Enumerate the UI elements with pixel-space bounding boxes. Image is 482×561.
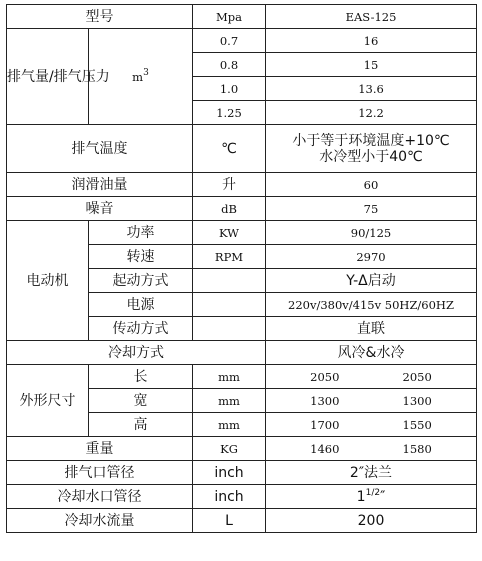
displacement-label: 排气量/排气压力 xyxy=(7,29,89,125)
noise-unit: dB xyxy=(193,197,266,221)
dimensions-label: 外形尺寸 xyxy=(7,365,89,437)
length-unit: mm xyxy=(193,365,266,389)
motor-speed-label: 转速 xyxy=(89,245,193,269)
displacement-value: 16 xyxy=(266,29,477,53)
width-values: 1300 1300 xyxy=(266,389,477,413)
length-values: 2050 2050 xyxy=(266,365,477,389)
cooling-water-flow-value: 200 xyxy=(266,509,477,533)
motor-power-row xyxy=(7,221,477,245)
length-label: 长 xyxy=(89,365,193,389)
exhaust-temp-label: 排气温度 xyxy=(7,125,193,173)
exhaust-pipe-label: 排气口管径 xyxy=(7,461,193,485)
motor-start-label: 起动方式 xyxy=(89,269,193,293)
motor-speed-value: 2970 xyxy=(266,245,477,269)
motor-label: 电动机 xyxy=(7,221,89,341)
displacement-value: 13.6 xyxy=(266,77,477,101)
motor-start-unit xyxy=(193,269,266,293)
motor-power-supply-unit xyxy=(193,293,266,317)
exhaust-pipe-row xyxy=(7,461,477,485)
displacement-value: 12.2 xyxy=(266,101,477,125)
weight-label: 重量 xyxy=(7,437,193,461)
weight-unit: KG xyxy=(193,437,266,461)
exhaust-temp-unit: ℃ xyxy=(193,125,266,173)
cooling-water-flow-label: 冷却水流量 xyxy=(7,509,193,533)
motor-power-label: 功率 xyxy=(89,221,193,245)
motor-drive-unit xyxy=(193,317,266,341)
noise-row xyxy=(7,197,477,221)
motor-drive-value: 直联 xyxy=(266,317,477,341)
cooling-row xyxy=(7,341,477,365)
height-unit: mm xyxy=(193,413,266,437)
lube-oil-row xyxy=(7,173,477,197)
width-unit: mm xyxy=(193,389,266,413)
exhaust-temp-value xyxy=(266,125,477,173)
displacement-value: 15 xyxy=(266,53,477,77)
motor-speed-unit: RPM xyxy=(193,245,266,269)
displacement-row xyxy=(7,29,477,53)
pressure-unit: Mpa xyxy=(193,5,266,29)
exhaust-temp-line1: 小于等于环境温度+10℃ xyxy=(292,132,450,149)
exhaust-pipe-unit: inch xyxy=(193,461,266,485)
model-label: 型号 xyxy=(7,5,193,29)
height-values: 1700 1550 xyxy=(266,413,477,437)
motor-power-supply-label: 电源 xyxy=(89,293,193,317)
spec-table xyxy=(6,4,477,533)
exhaust-pipe-value: 2″法兰 xyxy=(266,461,477,485)
cooling-water-pipe-row xyxy=(7,485,477,509)
cooling-label: 冷却方式 xyxy=(7,341,266,365)
cooling-value: 风冷&水冷 xyxy=(266,341,477,365)
motor-power-value: 90/125 xyxy=(266,221,477,245)
lube-oil-unit: 升 xyxy=(193,173,266,197)
pressure-value: 1.0 xyxy=(193,77,266,101)
pressure-value: 1.25 xyxy=(193,101,266,125)
displacement-unit: $m^3$ xyxy=(89,29,193,125)
pressure-value: 0.8 xyxy=(193,53,266,77)
cooling-water-flow-unit: L xyxy=(193,509,266,533)
motor-power-unit: KW xyxy=(193,221,266,245)
cooling-water-flow-row xyxy=(7,509,477,533)
dimension-length-row xyxy=(7,365,477,389)
noise-label: 噪音 xyxy=(7,197,193,221)
lube-oil-label: 润滑油量 xyxy=(7,173,193,197)
model-value: EAS-125 xyxy=(266,5,477,29)
header-row xyxy=(7,5,477,29)
weight-values: 1460 1580 xyxy=(266,437,477,461)
cooling-water-pipe-label: 冷却水口管径 xyxy=(7,485,193,509)
motor-power-supply-value: 220v/380v/415v 50HZ/60HZ xyxy=(266,293,477,317)
motor-drive-label: 传动方式 xyxy=(89,317,193,341)
motor-start-value: Y-Δ启动 xyxy=(266,269,477,293)
cooling-water-pipe-value: $1^{1/2}''$ xyxy=(266,485,477,509)
pressure-value: 0.7 xyxy=(193,29,266,53)
noise-value: 75 xyxy=(266,197,477,221)
weight-row xyxy=(7,437,477,461)
lube-oil-value: 60 xyxy=(266,173,477,197)
exhaust-temp-line2: 水冷型小于40℃ xyxy=(319,148,423,165)
exhaust-temp-row xyxy=(7,125,477,173)
cooling-water-pipe-unit: inch xyxy=(193,485,266,509)
height-label: 高 xyxy=(89,413,193,437)
width-label: 宽 xyxy=(89,389,193,413)
